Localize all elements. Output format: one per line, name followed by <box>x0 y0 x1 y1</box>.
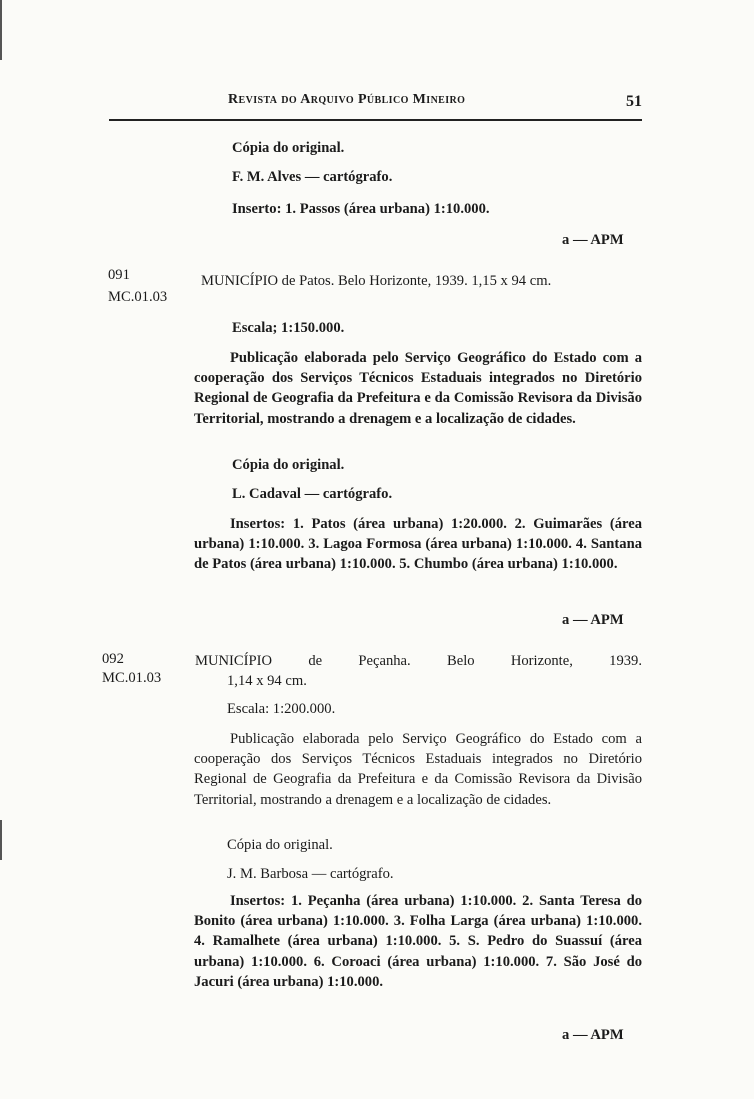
page-edge-mark <box>0 0 2 60</box>
entry-scale: Escala: 1:200.000. <box>227 701 336 717</box>
entry-inserts: Insertos: 1. Peçanha (área urbana) 1:10.000. 2. Santa Teresa do Bonito (área urbana) 1:10.000. 3. Folha Larga (área urbana) 1:10.000. 4. Ramalhete (área urbana) 1:10.000. 5. S. Pedro do Suassuí (área urbana) 1:10.000. 6. Coroaci (área urbana) 1:10.000. 7. São José do Jacuri (área urbana) 1:10.000. <box>194 893 642 990</box>
page-number: 51 <box>626 93 642 110</box>
entry-title: MUNICÍPIO de Peçanha. Belo Horizonte, 1939. <box>195 653 642 669</box>
entry-code: MC.01.03 <box>108 289 168 305</box>
prev-cartographer: F. M. Alves — cartógrafo. <box>232 169 393 185</box>
prev-source: a — APM <box>562 232 624 248</box>
entry-cartographer: J. M. Barbosa — cartógrafo. <box>227 866 394 882</box>
entry-title-continued: 1,14 x 94 cm. <box>227 673 307 689</box>
entry-title: MUNICÍPIO de Patos. Belo Horizonte, 1939. 1,15 x 94 cm. <box>201 273 552 289</box>
entry-cartographer: L. Cadaval — cartógrafo. <box>232 486 393 502</box>
entry-scale: Escala; 1:150.000. <box>232 320 345 336</box>
entry-copy-note: Cópia do original. <box>232 457 345 473</box>
entry-source: a — APM <box>562 612 624 628</box>
prev-inserts: Inserto: 1. Passos (área urbana) 1:10.000. <box>232 201 490 217</box>
prev-copy-note: Cópia do original. <box>232 140 345 156</box>
entry-source: a — APM <box>562 1027 624 1043</box>
entry-code: MC.01.03 <box>102 670 162 686</box>
page-edge-mark <box>0 820 2 860</box>
entry-number: 092 <box>102 651 124 667</box>
entry-inserts: Insertos: 1. Patos (área urbana) 1:20.000. 2. Guimarães (área urbana) 1:10.000. 3. Lagoa Formosa (área urbana) 1:10.000. 4. Santana de Patos (área urbana) 1:10.000. 5. Chumbo (área urbana) 1:10.000. <box>194 516 642 573</box>
entry-description: Publicação elaborada pelo Serviço Geográfico do Estado com a cooperação dos Serviços Técnicos Estaduais integrados no Diretório Regional de Geografia da Prefeitura e da Comissão Revisora da Divisão Territorial, mostrando a drenagem e a localização de cidades. <box>194 350 642 427</box>
entry-number: 091 <box>108 267 130 283</box>
header-rule <box>109 119 642 121</box>
entry-description: Publicação elaborada pelo Serviço Geográfico do Estado com a cooperação dos Serviços Técnicos Estaduais integrados no Diretório Regional de Geografia da Prefeitura e da Comissão Revisora da Divisão Territorial, mostrando a drenagem e a localização de cidades. <box>194 731 642 808</box>
running-header-title: Revista do Arquivo Público Mineiro <box>228 92 466 107</box>
entry-copy-note: Cópia do original. <box>227 837 333 853</box>
